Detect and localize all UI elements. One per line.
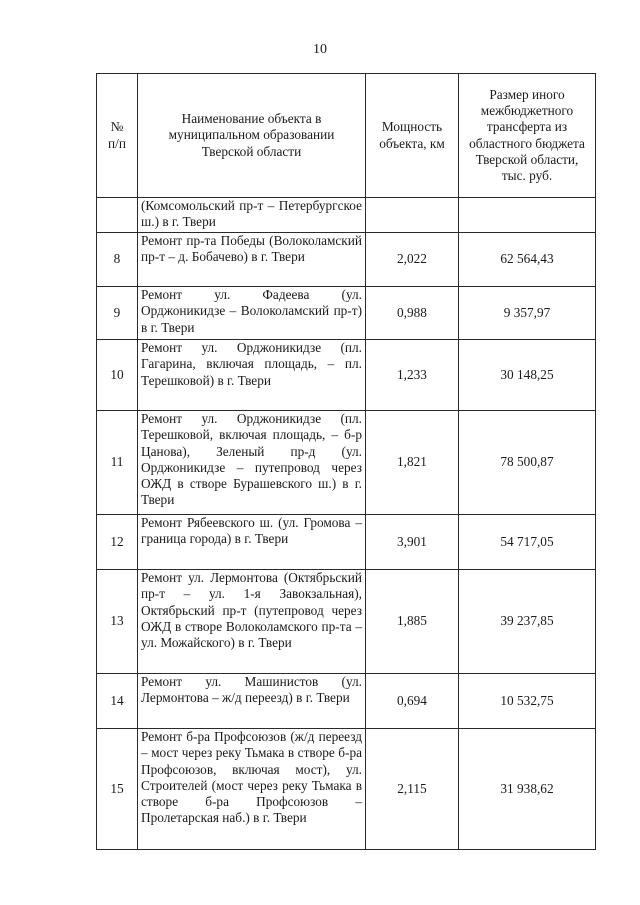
transfer-amount: 30 148,25	[459, 340, 596, 411]
object-power: 1,821	[366, 411, 459, 515]
object-name: Ремонт ул. Машинистов (ул. Лермонтова – ж/д переезд) в г. Твери	[138, 674, 366, 729]
header-name: Наименование объекта в муниципальном образовании Тверской области	[138, 74, 366, 198]
table-row	[97, 515, 596, 570]
header-num: № п/п	[97, 74, 138, 198]
object-name: Ремонт ул. Фадеева (ул. Орджоникидзе – Волоколамский пр-т) в г. Твери	[138, 287, 366, 340]
row-number: 8	[97, 233, 138, 287]
transfer-amount: 10 532,75	[459, 674, 596, 729]
row-number: 15	[97, 729, 138, 850]
transfer-amount: 39 237,85	[459, 570, 596, 674]
object-power	[366, 198, 459, 233]
table-row	[97, 570, 596, 674]
row-number: 9	[97, 287, 138, 340]
object-name: Ремонт ул. Лермонтова (Октябрьский пр-т – ул. 1-я Завокзальная), Октябрьский пр-т (путепровод через ОЖД в створе Волоколамского пр-та – ул. Можайского) в г. Твери	[138, 570, 366, 674]
object-name: (Комсомольский пр-т – Петербургское ш.) в г. Твери	[138, 198, 366, 233]
object-power: 2,022	[366, 233, 459, 287]
object-name: Ремонт ул. Орджоникидзе (пл. Терешковой, включая площадь, – б-р Цанова), Зеленый пр-д (ул. Орджоникидзе – путепровод через ОЖД в створе Бурашевского ш.) в г. Твери	[138, 411, 366, 515]
object-name: Ремонт ул. Орджоникидзе (пл. Гагарина, включая площадь, – пл. Терешковой) в г. Твери	[138, 340, 366, 411]
object-power: 2,115	[366, 729, 459, 850]
row-number: 14	[97, 674, 138, 729]
transfer-amount: 54 717,05	[459, 515, 596, 570]
object-name: Ремонт Рябеевского ш. (ул. Громова – граница города) в г. Твери	[138, 515, 366, 570]
object-name: Ремонт пр-та Победы (Волоколамский пр-т – д. Бобачево) в г. Твери	[138, 233, 366, 287]
table-row	[97, 287, 596, 340]
table-row	[97, 411, 596, 515]
object-power: 0,988	[366, 287, 459, 340]
row-number: 12	[97, 515, 138, 570]
object-power: 3,901	[366, 515, 459, 570]
row-number: 10	[97, 340, 138, 411]
objects-table	[96, 73, 596, 850]
transfer-amount	[459, 198, 596, 233]
header-power: Мощность объекта, км	[366, 74, 459, 198]
page-number: 10	[313, 42, 327, 57]
header-amount: Размер иного межбюджетного трансферта из областного бюджета Тверской области, тыс. руб.	[459, 74, 596, 198]
table-row	[97, 233, 596, 287]
row-number	[97, 198, 138, 233]
table-row	[97, 729, 596, 850]
transfer-amount: 78 500,87	[459, 411, 596, 515]
row-number: 13	[97, 570, 138, 674]
table-row	[97, 674, 596, 729]
table-row	[97, 340, 596, 411]
table-header-row	[97, 74, 596, 198]
table-row	[97, 198, 596, 233]
object-power: 1,233	[366, 340, 459, 411]
row-number: 11	[97, 411, 138, 515]
transfer-amount: 31 938,62	[459, 729, 596, 850]
object-power: 0,694	[366, 674, 459, 729]
transfer-amount: 62 564,43	[459, 233, 596, 287]
object-name: Ремонт б-ра Профсоюзов (ж/д переезд – мост через реку Тьмака в створе б-ра Профсоюзов, включая мост), ул. Строителей (мост через реку Тьмака в створе б-ра Профсоюзов – Пролетарская наб.) в г. Твери	[138, 729, 366, 850]
transfer-amount: 9 357,97	[459, 287, 596, 340]
object-power: 1,885	[366, 570, 459, 674]
